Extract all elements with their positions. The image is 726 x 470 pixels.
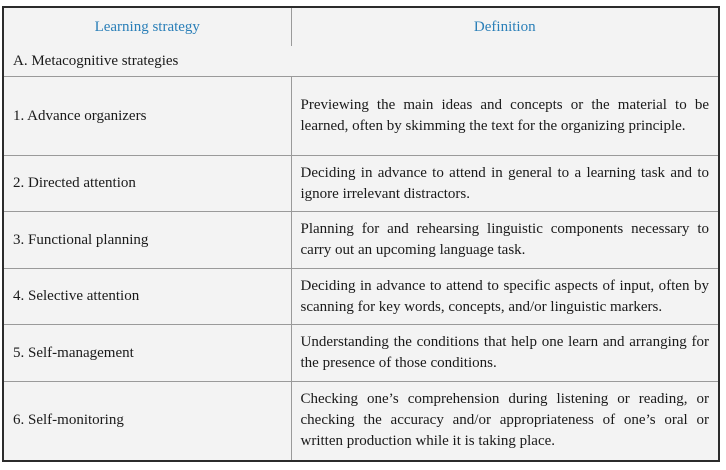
section-title: A. Metacognitive strategies: [4, 46, 718, 77]
strategy-definition: Previewing the main ideas and concepts or the material to be learned, often by skimming the text for the organizing principle.: [291, 77, 718, 156]
table-header-row: [4, 8, 718, 46]
strategy-name: 6. Self-monitoring: [4, 381, 291, 460]
table-row: [4, 268, 718, 324]
strategy-definition: Understanding the conditions that help one learn and arranging for the presence of those conditions.: [291, 325, 718, 381]
table-row: [4, 155, 718, 211]
strategy-name: 5. Self-management: [4, 325, 291, 381]
strategy-name: 2. Directed attention: [4, 155, 291, 211]
strategy-definition: Deciding in advance to attend in general to a learning task and to ignore irrelevant distractors.: [291, 155, 718, 211]
section-row: [4, 46, 718, 77]
table-row: [4, 212, 718, 268]
column-header-definition: Definition: [291, 8, 718, 46]
strategy-name: 1. Advance organizers: [4, 77, 291, 156]
strategy-definition: Deciding in advance to attend to specific aspects of input, often by scanning for key words, concepts, and/or linguistic markers.: [291, 268, 718, 324]
table-row: [4, 325, 718, 381]
strategy-name: 3. Functional planning: [4, 212, 291, 268]
strategy-name: 4. Selective attention: [4, 268, 291, 324]
strategy-definition: Planning for and rehearsing linguistic components necessary to carry out an upcoming language task.: [291, 212, 718, 268]
table-row: [4, 381, 718, 460]
strategy-definition: Checking one’s comprehension during listening or reading, or checking the accuracy and/or appropriateness of one’s oral or written production while it is taking place.: [291, 381, 718, 460]
learning-strategies-table: [4, 8, 718, 460]
strategy-table-frame: [2, 6, 720, 462]
column-header-strategy: Learning strategy: [4, 8, 291, 46]
table-row: [4, 77, 718, 156]
